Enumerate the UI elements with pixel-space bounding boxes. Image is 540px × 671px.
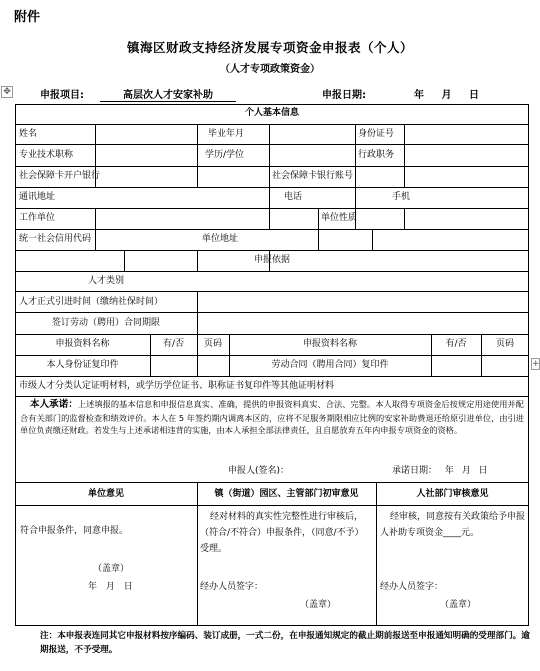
- header-material-name-1: 申报资料名称: [55, 339, 110, 349]
- row-line: [15, 355, 529, 356]
- commitment-text: 上述填报的基本信息和申报信息真实、准确，提供的申报资料真实、合法、完整。本人取得专项资金后按规定用途使用并配合有关部门的监督检查和绩效评价。本人在 5 年签约期内调离本区的，应将不足服务期限相应比例的安家补助费退还给原引进单位，由引进单位负责缴还财政。若发生与上述承诺相违背的实施，由本人承担全部法律责任，且自愿放弃五年内申报专项资金的资格。: [20, 399, 524, 435]
- label-bank-account: 社会保障卡银行账号: [272, 171, 354, 181]
- project-label: 申报项目:: [40, 90, 84, 101]
- label-id-copy: 本人身份证复印件: [46, 360, 119, 370]
- label-employer: 工作单位: [19, 213, 56, 223]
- label-address: 通讯地址: [19, 192, 56, 202]
- col-line: [269, 187, 270, 208]
- label-employer-address: 单位地址: [202, 234, 239, 244]
- label-contract-copy: 劳动合同（聘用合同）复印件: [271, 360, 389, 370]
- col-line: [95, 229, 96, 250]
- town-seal: （盖章）: [300, 600, 337, 610]
- row-line: [15, 229, 529, 230]
- col-line: [376, 482, 377, 626]
- commit-date: 承诺日期： 年 月 日: [392, 466, 488, 476]
- attachment-label: 附件: [14, 10, 41, 25]
- header-pages-2: 页码: [495, 339, 514, 349]
- col-line: [197, 482, 198, 626]
- label-mobile: 手机: [392, 192, 411, 202]
- header-pages-1: 页码: [203, 339, 222, 349]
- unit-seal: （盖章）: [93, 564, 130, 574]
- row-line: [15, 271, 529, 272]
- row-line: [15, 208, 529, 209]
- date-label: 申报日期:: [322, 90, 366, 101]
- label-talent-category: 人才类别: [87, 276, 124, 286]
- commitment-block: [20, 398, 524, 437]
- col-line: [318, 229, 319, 250]
- dept-staff-sign: 经办人员签字：: [380, 582, 444, 592]
- header-has-or-not-2: 有/否: [445, 339, 467, 349]
- section-personal-info: 个人基本信息: [244, 108, 299, 118]
- dept-opinion-title: 人社部门审核意见: [416, 489, 489, 499]
- section-basis: 申报依据: [253, 255, 290, 265]
- table-move-handle-icon[interactable]: ✥: [1, 86, 13, 98]
- row-line: [15, 482, 529, 483]
- town-opinion-title: 镇（街道）园区、主管部门初审意见: [214, 489, 359, 499]
- col-line: [355, 124, 356, 187]
- unit-opinion-title: 单位意见: [87, 489, 124, 499]
- col-line: [404, 124, 405, 187]
- unit-opinion-text: 符合申报条件，同意申报。: [20, 526, 129, 536]
- label-certificate: 市级人才分类认定证明材料，或学历学位证书、职称证书复印件等其他证明材料: [19, 381, 335, 391]
- project-value: 高层次人才安家补助: [100, 86, 236, 102]
- col-line: [269, 208, 270, 229]
- dept-seal: （盖章）: [440, 600, 477, 610]
- col-line: [372, 229, 373, 250]
- col-line: [95, 208, 96, 229]
- col-line: [197, 124, 198, 187]
- label-id-no: 身份证号: [358, 129, 395, 139]
- row-line: [15, 312, 529, 313]
- row-line: [15, 187, 529, 188]
- row-line: [15, 376, 529, 377]
- label-entry-time: 人才正式引进时间（缴纳社保时间）: [19, 297, 164, 307]
- header-has-or-not-1: 有/否: [162, 339, 185, 349]
- town-opinion-text: 经对材料的真实性完整性进行审核后，（符合/不符合）申报条件，（同意/不予）受理。: [200, 512, 364, 554]
- header-material-name-2: 申报资料名称: [302, 339, 357, 349]
- label-title-rank: 专业技术职称: [19, 150, 74, 160]
- row-line: [15, 166, 529, 167]
- date-parts: 年 月 日: [414, 90, 479, 101]
- form-subtitle: （人才专项政策资金）: [220, 64, 320, 75]
- footnote: 注：本申报表连同其它申报材料按序编码、装订成册，一式二份，在申报通知规定的截止期前报送至申报通知明确的受理部门。逾期报送，不予受理。: [40, 631, 530, 655]
- col-line: [318, 208, 319, 229]
- label-contract-period: 签订劳动（聘用）合同期限: [51, 318, 160, 328]
- row-line: [15, 124, 529, 125]
- label-employer-type: 单位性质: [321, 213, 358, 223]
- col-line: [355, 187, 356, 208]
- row-line: [15, 291, 529, 292]
- row-line: [15, 250, 529, 251]
- label-education: 学历/学位: [205, 150, 245, 160]
- commitment-heading: 本人承诺：: [30, 399, 78, 410]
- label-grad-year: 毕业年月: [208, 129, 245, 139]
- label-phone: 电话: [284, 192, 303, 202]
- town-staff-sign: 经办人员签字：: [200, 582, 264, 592]
- row-line: [15, 396, 529, 397]
- dept-opinion-text: 经审核，同意按有关政策给予申报人补助专项资金____元。: [380, 512, 526, 538]
- row-line: [15, 144, 529, 145]
- form-title: 镇海区财政支持经济发展专项资金申报表（个人）: [126, 40, 413, 55]
- label-credit-code: 统一社会信用代码: [19, 234, 92, 244]
- row-line: [15, 505, 529, 506]
- col-line: [404, 208, 405, 229]
- applicant-sign-label: 申报人(签名)：: [228, 466, 290, 476]
- add-row-icon[interactable]: +: [532, 359, 540, 369]
- label-name: 姓名: [19, 129, 38, 139]
- label-bank: 社会保障卡开户银行: [19, 171, 101, 181]
- unit-date: 年 月 日: [88, 582, 133, 592]
- row-line: [15, 334, 529, 335]
- label-position: 行政职务: [358, 150, 395, 160]
- col-line: [269, 124, 270, 187]
